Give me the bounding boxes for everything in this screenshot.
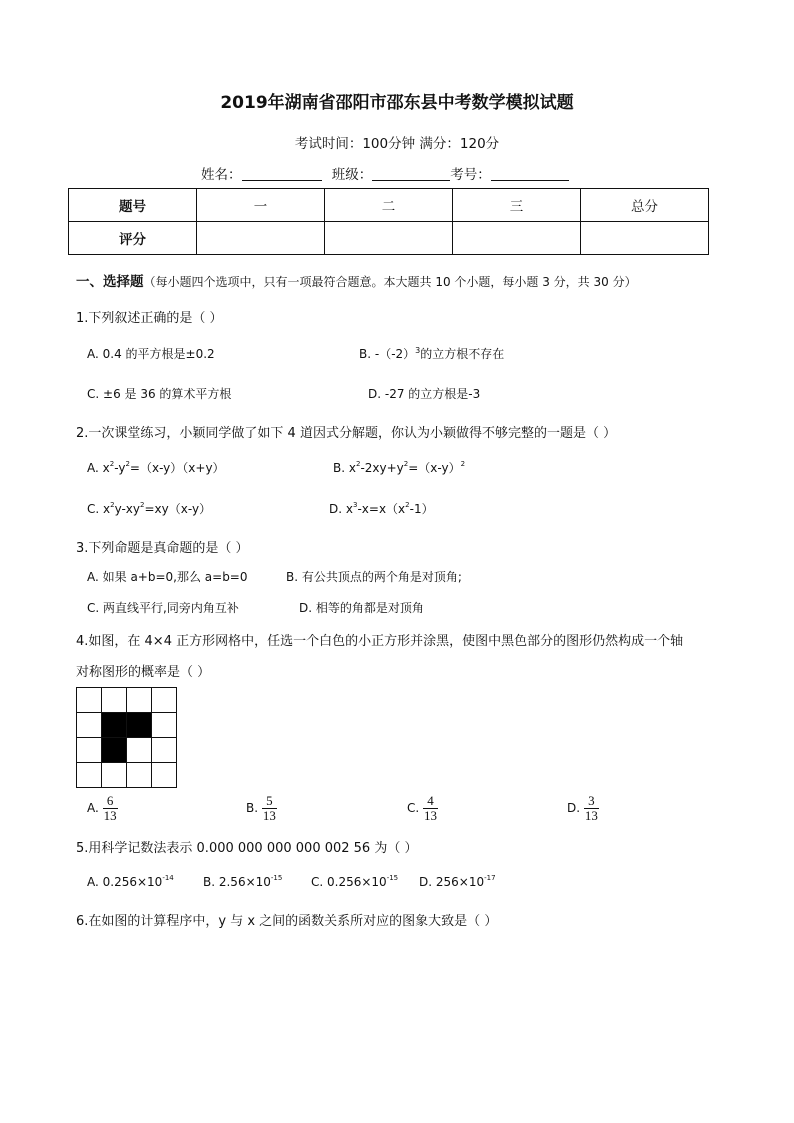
grid-cell-black [102, 738, 127, 763]
score-cell: 一 [197, 189, 325, 222]
q2-option-d: D. $x^3-x=x(x^2-1)$ [329, 501, 434, 516]
section-title: 一、选择题 [76, 274, 144, 290]
q2-option-a: A. $x^2-y^2=(x-y)(x+y)$ [87, 460, 225, 475]
q1-option-d: D. -27 的立方根是-3 [368, 387, 481, 401]
grid-cell-white [102, 688, 127, 713]
q3-option-d: D. 相等的角都是对顶角 [299, 601, 424, 615]
q5-stem: 5.用科学记数法表示 0.000 000 000 000 002 56 为（ ） [76, 841, 418, 856]
q4-grid-figure [76, 687, 177, 788]
fraction: $\frac{4}{13}$ [424, 793, 438, 823]
grid-cell-white [152, 713, 177, 738]
score-cell: 评分 [69, 222, 197, 255]
q3-stem: 3.下列命题是真命题的是（ ） [76, 541, 249, 556]
exam-title: 2019年湖南省邵阳市邵东县中考数学模拟试题 [220, 93, 574, 113]
q1-stem: 1.下列叙述正确的是（ ） [76, 311, 223, 326]
score-cell[interactable] [581, 222, 709, 255]
name-label: 姓名： [201, 167, 242, 183]
fraction: $\frac{6}{13}$ [103, 793, 117, 823]
q4-option-b: B. $\frac{5}{13}$ [246, 793, 276, 823]
q6-stem: 6.在如图的计算程序中，y 与 x 之间的函数关系所对应的图象大致是（ ） [76, 914, 498, 929]
grid-cell-black [102, 713, 127, 738]
exam-no-blank[interactable] [491, 166, 569, 181]
q4-stem-line1: 4.如图，在 4×4 正方形网格中，任选一个白色的小正方形并涂黑，使图中黑色部分的图形仍然构成一个轴 [76, 634, 684, 649]
grid-cell-white [127, 763, 152, 788]
name-blank[interactable] [242, 166, 322, 181]
grid-cell-white [77, 713, 102, 738]
score-cell: 二 [325, 189, 453, 222]
q1-option-b: B. $-(-2)^3$的立方根不存在 [359, 346, 505, 361]
exam-time-score: 考试时间：100分钟 满分：120分 [294, 136, 500, 152]
q5-option-a: A. $0.256\times 10^{-14}$ [87, 874, 174, 889]
grid-cell-white [152, 738, 177, 763]
q3-option-b: B. 有公共顶点的两个角是对顶角; [286, 570, 462, 584]
score-table-row-header [69, 189, 709, 222]
q3-option-a: A. 如果 a+b=0,那么 a=b=0 [87, 570, 248, 584]
score-table [68, 188, 709, 255]
q4-option-c: C. $\frac{4}{13}$ [407, 793, 438, 823]
q2-option-b: B. $x^2-2xy+y^2=(x-y)^2$ [333, 460, 466, 475]
q2-stem: 2.一次课堂练习，小颖同学做了如下 4 道因式分解题，你认为小颖做得不够完整的一题是（ ） [76, 426, 617, 441]
score-cell[interactable] [453, 222, 581, 255]
q5-option-d: D. $256\times 10^{-17}$ [419, 874, 496, 889]
section-note: （每小题四个选项中，只有一项最符合题意。本大题共 10 个小题，每小题 3 分，共 30 分） [143, 275, 637, 289]
class-blank[interactable] [372, 166, 450, 181]
grid-cell-white [102, 763, 127, 788]
student-info-line [201, 163, 569, 183]
q4-option-d: D. $\frac{3}{13}$ [567, 793, 598, 823]
grid-cell-white [152, 688, 177, 713]
q5-option-b: B. $2.56\times 10^{-15}$ [203, 874, 283, 889]
score-cell: 题号 [69, 189, 197, 222]
grid-cell-white [77, 738, 102, 763]
score-cell: 三 [453, 189, 581, 222]
fraction: $\frac{3}{13}$ [584, 793, 598, 823]
grid-cell-black [127, 713, 152, 738]
grid-cell-white [127, 688, 152, 713]
q4-stem-line2: 对称图形的概率是（ ） [76, 665, 211, 680]
grid-cell-white [77, 688, 102, 713]
q1-option-a: A. 0.4 的平方根是±0.2 [87, 347, 215, 361]
section-heading [76, 270, 637, 290]
q2-option-c: C. $x^2y-xy^2=xy(x-y)$ [87, 501, 212, 516]
score-cell[interactable] [197, 222, 325, 255]
fraction: $\frac{5}{13}$ [262, 793, 276, 823]
grid-cell-white [152, 763, 177, 788]
grid-cell-white [127, 738, 152, 763]
q4-option-a: A. $\frac{6}{13}$ [87, 793, 117, 823]
score-cell: 总分 [581, 189, 709, 222]
score-cell[interactable] [325, 222, 453, 255]
exam-no-label: 考号： [450, 167, 491, 183]
q3-option-c: C. 两直线平行,同旁内角互补 [87, 601, 239, 615]
score-table-row-score [69, 222, 709, 255]
q5-option-c: C. $0.256\times 10^{-15}$ [311, 874, 399, 889]
q1-option-c: C. ±6 是 36 的算术平方根 [87, 387, 232, 401]
grid-cell-white [77, 763, 102, 788]
class-label: 班级： [331, 167, 373, 183]
